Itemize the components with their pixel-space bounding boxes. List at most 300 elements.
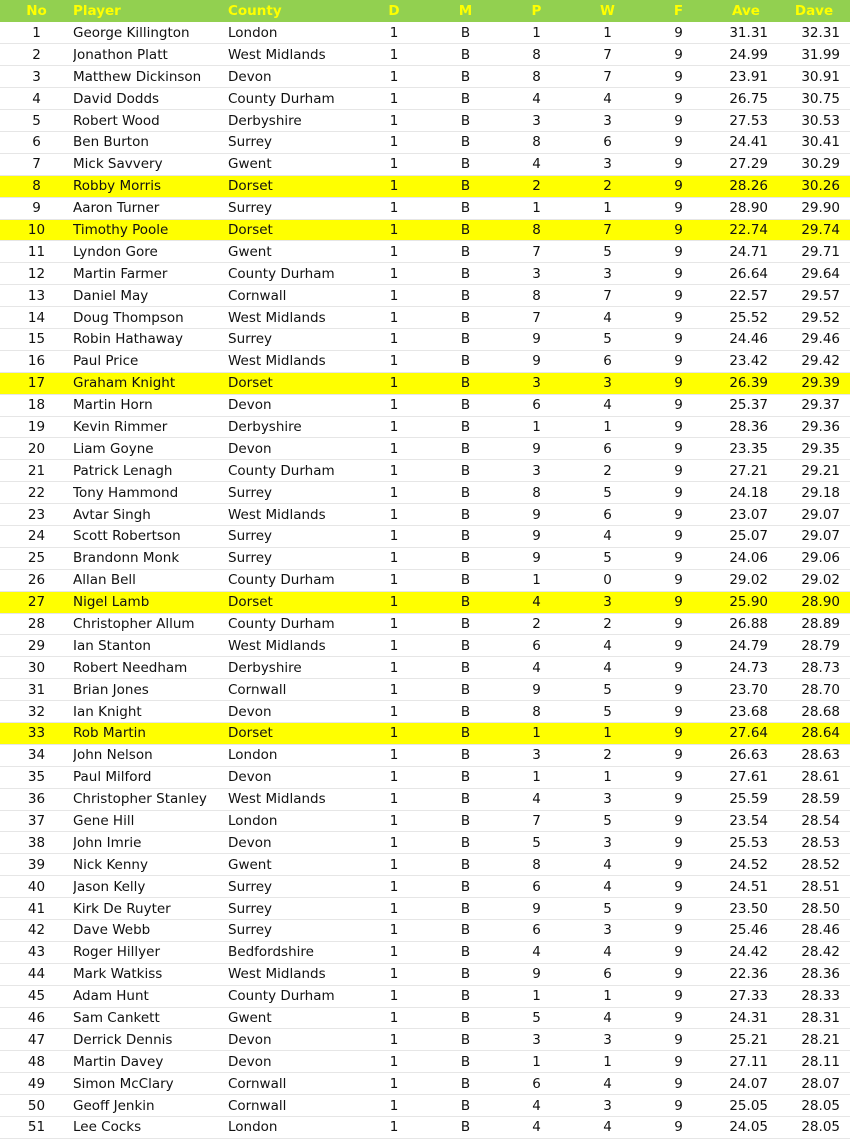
table-row (0, 1029, 850, 1051)
cell-ave: 22.74 (729, 221, 768, 238)
cell-m: B (460, 637, 471, 654)
table-row (0, 416, 850, 438)
cell-county: Surrey (228, 331, 272, 348)
cell-p: 7 (532, 243, 541, 260)
cell-d: 1 (389, 791, 399, 808)
cell-p: 9 (532, 550, 541, 567)
cell-m: B (460, 506, 471, 523)
cell-f: 9 (674, 900, 683, 917)
cell-m: B (460, 769, 471, 786)
cell-f: 9 (674, 484, 683, 501)
cell-w: 5 (603, 813, 612, 829)
cell-m: B (460, 813, 471, 829)
cell-f: 9 (674, 747, 683, 764)
cell-player: Martin Farmer (73, 265, 168, 282)
cell-w: 3 (603, 922, 612, 939)
cell-d: 1 (389, 375, 399, 392)
cell-w: 4 (603, 944, 612, 961)
cell-county: West Midlands (228, 46, 326, 63)
cell-w: 5 (603, 331, 612, 348)
cell-player: Brandonn Monk (73, 550, 180, 567)
header-row (0, 0, 850, 22)
cell-ave: 31.31 (729, 24, 768, 41)
cell-w: 4 (603, 90, 612, 107)
cell-w: 4 (603, 659, 612, 676)
cell-p: 1 (532, 200, 541, 217)
cell-dave: 29.07 (801, 528, 840, 545)
cell-d: 1 (389, 156, 399, 173)
table-row (0, 569, 850, 591)
cell-f: 9 (674, 1031, 683, 1048)
cell-no: 14 (27, 309, 46, 326)
cell-f: 9 (674, 791, 683, 808)
cell-p: 4 (532, 90, 541, 107)
cell-w: 1 (603, 769, 612, 786)
table-row (0, 832, 850, 854)
cell-f: 9 (674, 1119, 683, 1136)
cell-d: 1 (389, 703, 399, 720)
table-row (0, 438, 850, 460)
cell-d: 1 (389, 813, 399, 829)
cell-no: 13 (27, 287, 46, 304)
cell-player: Paul Price (73, 353, 139, 370)
cell-p: 9 (532, 440, 541, 457)
cell-ave: 26.63 (729, 747, 768, 764)
cell-m: B (460, 200, 471, 217)
cell-w: 7 (603, 46, 612, 63)
header-m: M (458, 3, 473, 19)
cell-player: Avtar Singh (73, 506, 151, 523)
cell-dave: 28.36 (801, 966, 840, 983)
cell-player: Christopher Allum (73, 615, 195, 632)
cell-dave: 29.57 (801, 287, 840, 304)
cell-f: 9 (674, 506, 683, 523)
cell-m: B (460, 418, 471, 435)
cell-ave: 24.41 (729, 134, 768, 151)
cell-f: 9 (674, 988, 683, 1005)
cell-d: 1 (389, 200, 399, 217)
table-row (0, 504, 850, 526)
cell-d: 1 (389, 944, 399, 961)
table-row (0, 350, 850, 372)
cell-d: 1 (389, 243, 399, 260)
cell-county: County Durham (228, 572, 335, 589)
cell-ave: 24.46 (729, 331, 768, 348)
cell-f: 9 (674, 1097, 683, 1114)
header-dave: Dave (794, 3, 834, 19)
cell-dave: 30.41 (801, 134, 840, 151)
cell-f: 9 (674, 966, 683, 983)
cell-no: 50 (27, 1097, 46, 1114)
cell-player: Matthew Dickinson (73, 68, 202, 85)
cell-f: 9 (674, 615, 683, 632)
cell-m: B (460, 572, 471, 589)
header-player: Player (73, 3, 121, 19)
cell-f: 9 (674, 769, 683, 786)
cell-no: 41 (27, 900, 46, 917)
cell-no: 34 (27, 747, 46, 764)
cell-m: B (460, 287, 471, 304)
cell-w: 4 (603, 878, 612, 895)
table-row (0, 876, 850, 898)
cell-dave: 29.36 (801, 418, 840, 435)
cell-dave: 28.63 (801, 747, 840, 764)
cell-county: Surrey (228, 134, 272, 151)
table-row (0, 963, 850, 985)
cell-county: West Midlands (228, 353, 326, 370)
cell-dave: 28.05 (801, 1119, 840, 1136)
cell-county: London (228, 1119, 278, 1136)
cell-d: 1 (389, 747, 399, 764)
cell-county: Dorset (228, 725, 273, 742)
cell-w: 3 (603, 265, 612, 282)
cell-county: Cornwall (228, 1097, 287, 1114)
table-row (0, 44, 850, 66)
table-row-highlighted (0, 175, 850, 197)
cell-ave: 29.02 (729, 572, 768, 589)
table-row (0, 898, 850, 920)
cell-w: 6 (603, 134, 612, 151)
cell-p: 6 (532, 878, 541, 895)
cell-ave: 23.70 (729, 681, 768, 698)
cell-f: 9 (674, 878, 683, 895)
cell-d: 1 (389, 265, 399, 282)
table-row (0, 810, 850, 832)
cell-dave: 28.90 (801, 594, 840, 611)
cell-p: 8 (532, 46, 541, 63)
cell-county: Dorset (228, 594, 273, 611)
cell-player: Patrick Lenagh (73, 462, 173, 479)
cell-county: Gwent (228, 1010, 272, 1027)
cell-m: B (460, 178, 471, 195)
cell-county: Dorset (228, 375, 273, 392)
cell-d: 1 (389, 484, 399, 501)
cell-dave: 29.90 (801, 200, 840, 217)
cell-w: 3 (603, 112, 612, 129)
cell-ave: 25.46 (729, 922, 768, 939)
cell-d: 1 (389, 1075, 399, 1092)
cell-ave: 25.52 (729, 309, 768, 326)
cell-d: 1 (389, 922, 399, 939)
cell-d: 1 (389, 287, 399, 304)
cell-f: 9 (674, 90, 683, 107)
cell-d: 1 (389, 178, 399, 195)
cell-m: B (460, 375, 471, 392)
table-row (0, 613, 850, 635)
cell-dave: 29.46 (801, 331, 840, 348)
cell-county: Surrey (228, 484, 272, 501)
cell-w: 0 (603, 572, 612, 589)
cell-county: Surrey (228, 550, 272, 567)
cell-p: 6 (532, 397, 541, 414)
table-row (0, 1051, 850, 1073)
cell-dave: 29.07 (801, 506, 840, 523)
cell-f: 9 (674, 397, 683, 414)
cell-dave: 29.39 (801, 375, 840, 392)
cell-m: B (460, 221, 471, 238)
cell-player: Allan Bell (73, 572, 136, 589)
cell-ave: 24.71 (729, 243, 768, 260)
cell-m: B (460, 1119, 471, 1136)
cell-d: 1 (389, 221, 399, 238)
cell-player: David Dodds (73, 90, 160, 107)
cell-m: B (460, 156, 471, 173)
cell-d: 1 (389, 1031, 399, 1048)
cell-p: 3 (532, 462, 541, 479)
cell-p: 4 (532, 1119, 541, 1136)
table-row (0, 197, 850, 219)
cell-county: Derbyshire (228, 659, 302, 676)
cell-no: 36 (27, 791, 46, 808)
cell-ave: 23.50 (729, 900, 768, 917)
cell-f: 9 (674, 922, 683, 939)
cell-ave: 25.53 (729, 834, 768, 851)
cell-player: Graham Knight (73, 375, 176, 392)
cell-player: Simon McClary (73, 1075, 174, 1092)
cell-dave: 28.68 (801, 703, 840, 720)
cell-player: Mick Savvery (73, 156, 163, 173)
table-row-highlighted (0, 219, 850, 241)
cell-ave: 24.05 (729, 1119, 768, 1136)
cell-w: 3 (603, 791, 612, 808)
cell-m: B (460, 900, 471, 917)
cell-w: 6 (603, 440, 612, 457)
cell-d: 1 (389, 462, 399, 479)
cell-county: Dorset (228, 221, 273, 238)
cell-m: B (460, 922, 471, 939)
cell-f: 9 (674, 528, 683, 545)
cell-d: 1 (389, 900, 399, 917)
cell-f: 9 (674, 134, 683, 151)
cell-dave: 29.35 (801, 440, 840, 457)
cell-p: 3 (532, 747, 541, 764)
cell-dave: 29.21 (801, 462, 840, 479)
cell-d: 1 (389, 988, 399, 1005)
cell-ave: 23.54 (729, 813, 768, 829)
cell-no: 4 (32, 90, 41, 107)
table-row (0, 701, 850, 723)
cell-m: B (460, 528, 471, 545)
cell-dave: 28.53 (801, 834, 840, 851)
cell-d: 1 (389, 418, 399, 435)
cell-d: 1 (389, 615, 399, 632)
cell-ave: 23.07 (729, 506, 768, 523)
cell-f: 9 (674, 944, 683, 961)
cell-p: 4 (532, 944, 541, 961)
cell-w: 4 (603, 397, 612, 414)
cell-f: 9 (674, 309, 683, 326)
cell-m: B (460, 550, 471, 567)
cell-no: 21 (27, 462, 46, 479)
cell-ave: 24.31 (729, 1010, 768, 1027)
cell-county: Devon (228, 1031, 272, 1048)
cell-p: 3 (532, 375, 541, 392)
cell-p: 9 (532, 900, 541, 917)
cell-county: London (228, 24, 278, 41)
cell-dave: 28.07 (801, 1075, 840, 1092)
cell-no: 43 (27, 944, 46, 961)
cell-ave: 22.57 (729, 287, 768, 304)
cell-county: West Midlands (228, 966, 326, 983)
cell-no: 44 (27, 966, 46, 983)
cell-player: Sam Cankett (73, 1010, 160, 1027)
table-row (0, 1117, 850, 1139)
cell-ave: 22.36 (729, 966, 768, 983)
cell-county: West Midlands (228, 506, 326, 523)
cell-dave: 29.02 (801, 572, 840, 589)
cell-dave: 28.50 (801, 900, 840, 917)
cell-d: 1 (389, 331, 399, 348)
cell-county: London (228, 747, 278, 764)
table-row (0, 941, 850, 963)
cell-county: Derbyshire (228, 112, 302, 129)
cell-f: 9 (674, 375, 683, 392)
cell-no: 49 (27, 1075, 46, 1092)
cell-ave: 23.68 (729, 703, 768, 720)
cell-county: Gwent (228, 856, 272, 873)
cell-county: Surrey (228, 528, 272, 545)
cell-f: 9 (674, 725, 683, 742)
cell-county: Devon (228, 68, 272, 85)
cell-f: 9 (674, 1010, 683, 1027)
table-row (0, 1095, 850, 1117)
cell-p: 5 (532, 1010, 541, 1027)
cell-p: 4 (532, 156, 541, 173)
cell-m: B (460, 834, 471, 851)
cell-ave: 24.18 (729, 484, 768, 501)
cell-ave: 24.52 (729, 856, 768, 873)
table-row (0, 22, 850, 44)
cell-ave: 23.35 (729, 440, 768, 457)
cell-d: 1 (389, 309, 399, 326)
cell-p: 1 (532, 988, 541, 1005)
cell-f: 9 (674, 659, 683, 676)
cell-player: Tony Hammond (73, 484, 179, 501)
header-ave: Ave (732, 3, 760, 19)
cell-no: 25 (27, 550, 46, 567)
table-row (0, 88, 850, 110)
table-row (0, 307, 850, 329)
cell-no: 19 (27, 418, 46, 435)
cell-d: 1 (389, 440, 399, 457)
cell-w: 2 (603, 462, 612, 479)
cell-no: 35 (27, 769, 46, 786)
cell-f: 9 (674, 331, 683, 348)
cell-dave: 28.79 (801, 637, 840, 654)
cell-player: Jason Kelly (73, 878, 146, 895)
cell-d: 1 (389, 878, 399, 895)
cell-m: B (460, 747, 471, 764)
cell-p: 4 (532, 1097, 541, 1114)
cell-w: 3 (603, 375, 612, 392)
cell-ave: 27.11 (729, 1053, 768, 1070)
cell-player: Timothy Poole (73, 221, 169, 238)
cell-d: 1 (389, 46, 399, 63)
cell-w: 7 (603, 68, 612, 85)
cell-d: 1 (389, 725, 399, 742)
cell-m: B (460, 615, 471, 632)
cell-d: 1 (389, 659, 399, 676)
cell-player: George Killington (73, 24, 190, 41)
cell-p: 3 (532, 112, 541, 129)
cell-player: Robert Needham (73, 659, 188, 676)
cell-no: 29 (27, 637, 46, 654)
table-row (0, 482, 850, 504)
cell-m: B (460, 1097, 471, 1114)
cell-d: 1 (389, 1097, 399, 1114)
cell-ave: 24.51 (729, 878, 768, 895)
cell-dave: 28.70 (801, 681, 840, 698)
cell-player: Robby Morris (73, 178, 162, 195)
cell-no: 42 (27, 922, 46, 939)
cell-w: 1 (603, 418, 612, 435)
cell-w: 3 (603, 1031, 612, 1048)
cell-m: B (460, 484, 471, 501)
cell-w: 1 (603, 725, 612, 742)
cell-f: 9 (674, 1075, 683, 1092)
cell-ave: 28.90 (729, 200, 768, 217)
cell-dave: 29.37 (801, 397, 840, 414)
table-row (0, 241, 850, 263)
cell-d: 1 (389, 681, 399, 698)
cell-m: B (460, 725, 471, 742)
cell-dave: 28.54 (801, 813, 840, 829)
cell-p: 2 (532, 615, 541, 632)
cell-f: 9 (674, 68, 683, 85)
cell-p: 6 (532, 637, 541, 654)
cell-p: 9 (532, 506, 541, 523)
cell-no: 22 (27, 484, 46, 501)
cell-m: B (460, 856, 471, 873)
cell-m: B (460, 134, 471, 151)
cell-dave: 30.26 (801, 178, 840, 195)
cell-player: Lee Cocks (73, 1119, 142, 1136)
cell-player: Kirk De Ruyter (73, 900, 171, 917)
cell-player: Ian Knight (73, 703, 142, 720)
cell-player: Martin Davey (73, 1053, 164, 1070)
header-p: P (531, 3, 542, 19)
cell-player: Derrick Dennis (73, 1031, 173, 1048)
cell-player: Ben Burton (73, 134, 149, 151)
cell-no: 8 (32, 178, 41, 195)
cell-player: Lyndon Gore (73, 243, 158, 260)
cell-dave: 30.29 (801, 156, 840, 173)
cell-p: 1 (532, 1053, 541, 1070)
cell-p: 8 (532, 703, 541, 720)
cell-w: 5 (603, 703, 612, 720)
cell-w: 5 (603, 681, 612, 698)
cell-d: 1 (389, 506, 399, 523)
cell-f: 9 (674, 440, 683, 457)
cell-player: Doug Thompson (73, 309, 184, 326)
cell-ave: 27.21 (729, 462, 768, 479)
cell-county: West Midlands (228, 309, 326, 326)
cell-dave: 28.11 (801, 1053, 840, 1070)
cell-ave: 26.64 (729, 265, 768, 282)
cell-no: 20 (27, 440, 46, 457)
cell-p: 7 (532, 813, 541, 829)
cell-m: B (460, 46, 471, 63)
cell-p: 3 (532, 1031, 541, 1048)
cell-f: 9 (674, 1053, 683, 1070)
cell-p: 9 (532, 353, 541, 370)
cell-no: 40 (27, 878, 46, 895)
table-body (0, 22, 850, 1138)
cell-ave: 24.06 (729, 550, 768, 567)
cell-dave: 28.64 (801, 725, 840, 742)
cell-dave: 28.52 (801, 856, 840, 873)
cell-player: Gene Hill (73, 813, 135, 829)
